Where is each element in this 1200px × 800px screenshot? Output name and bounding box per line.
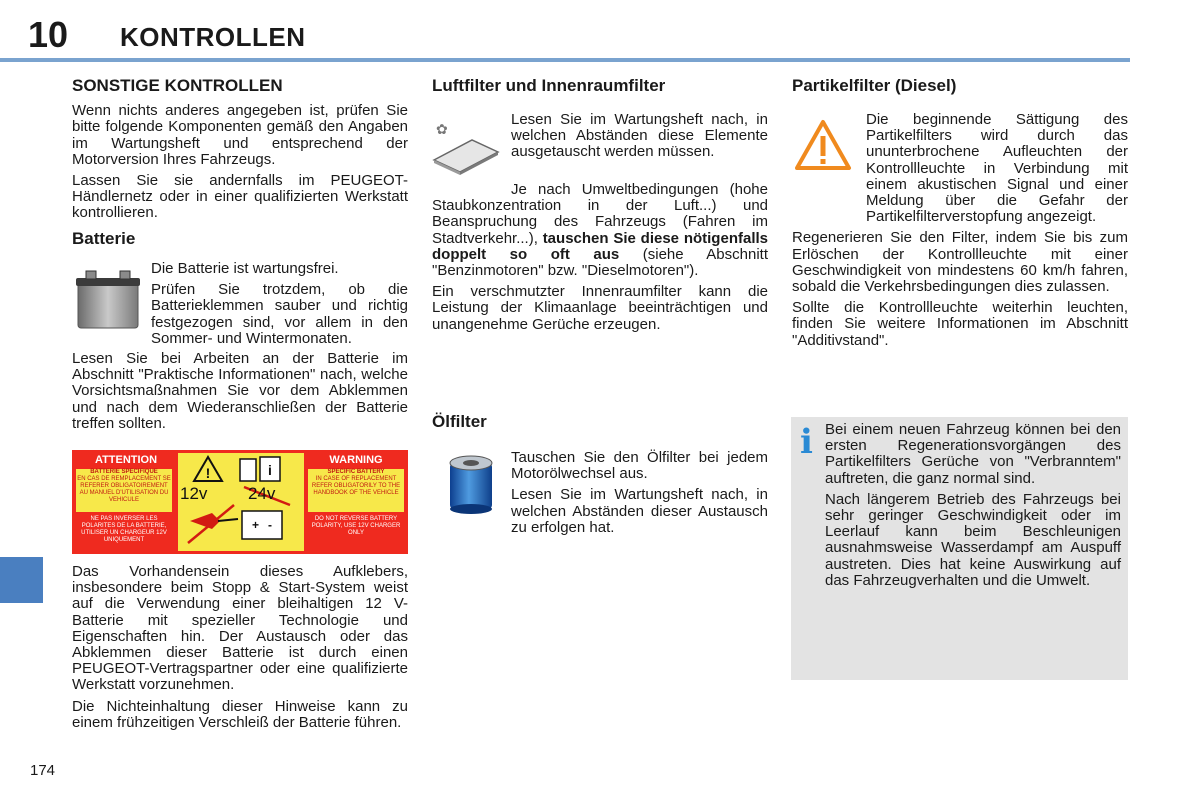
battery-text-block [151,261,408,352]
sticker-en-title: SPECIFIC BATTERY [327,469,385,475]
particle-filter-heading: Partikelfilter (Diesel) [792,76,957,95]
sticker-fr-warning: NE PAS INVERSER LES POLARITES DE LA BATTERIE, UTILISER UN CHARGEUR 12V UNIQUEMENT [81,516,167,543]
oil-filter-text-block [511,450,768,541]
info-icon: i [800,422,813,462]
sticker-24v-label: 24v [248,484,276,503]
info-paragraph-2: Nach längerem Betrieb des Fahrzeugs bei sehr geringer Geschwindigkeit oder im Leerlauf kann beim Beschleunigen ausnahmsweise Wasserdampf am Auspuff austreten. Dies hat keine Auswirkung auf das Fahrzeugverhalten und die Umwelt. [825,490,1121,589]
sticker-en-panel [308,469,404,512]
info-paragraph-1: Bei einem neuen Fahrzeug können bei den ersten Regenerationsvorgängen des Partikelfilters Gerüche von "Verbranntem" auftreten, die ganz normal sind. [825,421,1121,487]
battery-text-block-2 [72,351,408,437]
sticker-center-panel [178,453,304,551]
air-filter-text-block-2 [432,182,768,338]
sticker-warning-label: WARNING [329,454,383,466]
oil-filter-paragraph-2: Lesen Sie im Wartungsheft nach, in welchen Abständen dieser Austausch zu erfolgen hat. [511,486,768,536]
svg-text:-: - [268,518,272,532]
sticker-fr-title: BATTERIE SPECIFIQUE [90,469,158,475]
chapter-side-tab [0,557,43,603]
svg-text:i: i [268,462,272,478]
sticker-fr-panel [76,469,172,512]
intro-paragraph: Wenn nichts anderes angegeben ist, prüfen Sie bitte folgende Komponenten gemäß den Angaben im Wartungsheft und entsprechend der Motorversion Ihres Fahrzeugs. [72,102,408,168]
sticker-en-warning: DO NOT REVERSE BATTERY POLARITY, USE 12V CHARGER ONLY [311,516,401,536]
particle-filter-paragraph-2: Regenerieren Sie den Filter, indem Sie bis zum Erlöschen der Kontrollleuchte mit einer Geschwindigkeit von mindestens 60 km/h fahren, sobald die Verkehrsbedingungen dies zulassen. [792,229,1128,296]
battery-icon [72,266,146,332]
sticker-paragraph: Das Vorhandensein dieses Aufklebers, insbesondere beim Stopp & Start-System weist auf die Verwendung einer bleihaltigen 12 V-Batterie mit spezieller Technologie und Eigenschaften hin. Der Austausch oder das Abklemmen dieser Batterie ist durch einen PEUGEOT-Vertragspartner oder eine qualifizierte Werkstatt vorzunehmen. [72,563,408,694]
air-filter-paragraph-1: Lesen Sie im Wartungsheft nach, in welchen Abständen diese Elemente ausgetauscht werden müssen. [511,111,768,161]
section-heading: SONSTIGE KONTROLLEN [72,76,283,95]
svg-text:+: + [252,518,260,532]
air-filter-paragraph-2-bold: tauschen Sie diese nötigenfalls doppelt so oft aus [432,229,768,263]
oil-filter-paragraph-1: Tauschen Sie den Ölfilter bei jedem Motorölwechsel aus. [511,449,768,483]
particle-filter-text-block [792,112,1128,354]
oil-filter-heading: Ölfilter [432,412,487,431]
svg-text:!: ! [205,465,211,481]
battery-paragraph-2: Prüfen Sie trotzdem, ob die Batterieklemmen sauber und richtig festgezogen sind, vor allem in den Sommer- und Wintermonaten. [151,281,408,347]
air-filter-paragraph-2-tail: (siehe Abschnitt "Benzinmotoren" bzw. "Dieselmotoren"). [432,245,769,280]
sticker-12v-label: 12v [180,484,208,503]
svg-text:✿: ✿ [436,121,448,137]
air-filter-paragraph-2-text: Je nach Umweltbedingungen (hohe Staubkonzentration in der Luft...) und Beanspruchung des Fahrzeugs (Fahren im Stadtverkehr...), [432,181,768,247]
battery-heading: Batterie [72,228,136,248]
oil-filter-heading-block [432,414,768,430]
sticker-explanation-block [72,564,408,736]
particle-filter-heading-block [792,78,1128,94]
particle-filter-paragraph-3: Sollte die Kontrollleuchte weiterhin leuchten, finden Sie weitere Informationen im Abschnitt "Additivstand". [792,299,1128,349]
air-filter-icon [432,116,500,176]
air-filter-heading-block [432,78,768,94]
battery-paragraph-3: Lesen Sie bei Arbeiten an der Batterie im Abschnitt "Praktische Informationen" nach, welche Vorsichtsmaßnahmen Sie vor dem Abklemmen und nach dem Wiederanschließen der Batterie treffen sollten. [72,350,408,432]
chapter-title: KONTROLLEN [120,22,306,52]
sticker-attention-label: ATTENTION [94,454,158,466]
air-filter-paragraph-2 [432,182,768,279]
intro-paragraph-2: Lassen Sie sie andernfalls im PEUGEOT-Händlernetz oder in einer qualifizierten Werkstatt kontrollieren. [72,172,408,222]
final-paragraph: Die Nichteinhaltung dieser Hinweise kann zu einem frühzeitigen Verschleiß der Batterie führen. [72,697,408,731]
air-filter-text-block [511,112,768,166]
header-rule [0,58,1130,62]
oil-filter-icon [444,451,498,515]
battery-paragraph-1: Die Batterie ist wartungsfrei. [151,260,339,277]
column-general-checks [72,78,408,247]
info-text-block [825,422,1121,594]
particle-filter-paragraph-1: Die beginnende Sättigung des Partikelfilters wird durch das ununterbrochene Aufleuchten der Kontrollleuchte in Verbindung mit einem akustischen Signal und einer Meldung über die Gefahr der Partikelfilterverstopfung angezeigt. [866,111,1128,226]
air-filter-paragraph-3: Ein verschmutzter Innenraumfilter kann die Leistung der Klimaanlage beeinträchtigen und unangenehme Gerüche erzeugen. [432,283,768,333]
sticker-en-text: IN CASE OF REPLACEMENT REFER OBLIGATORILY TO THE HANDBOOK OF THE VEHICLE [311,476,401,496]
chapter-number: 10 [28,14,69,55]
sticker-fr-text: EN CAS DE REMPLACEMENT SE REFERER OBLIGATOIREMENT AU MANUEL D'UTILISATION DU VEHICULE [77,476,171,503]
air-filter-heading: Luftfilter und Innenraumfilter [432,76,666,95]
page-number: 174 [30,762,56,779]
battery-warning-sticker [72,450,408,554]
